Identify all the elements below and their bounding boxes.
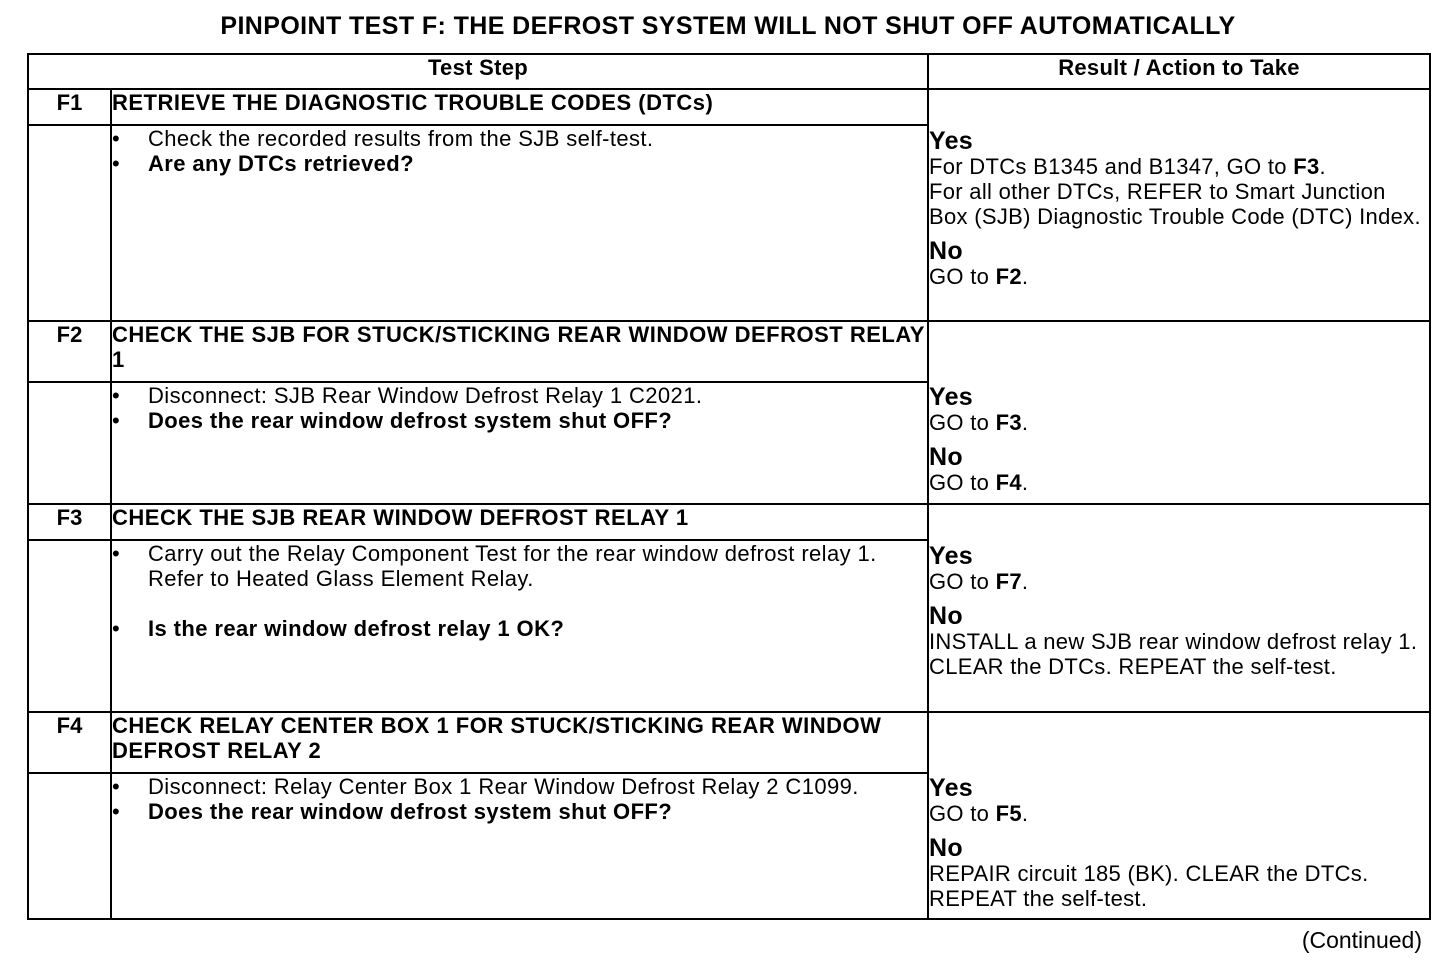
list-item: • Is the rear window defrost relay 1 OK?: [112, 616, 565, 641]
yes-answer: [929, 128, 1429, 229]
yes-action-detail: For all other DTCs, REFER to Smart Junction Box (SJB) Diagnostic Trouble Code (DTC) Index.: [929, 179, 1421, 229]
yes-action: For DTCs B1345 and B1347, GO to F3.: [929, 154, 1326, 179]
no-action: REPAIR circuit 185 (BK). CLEAR the DTCs. REPEAT the self-test.: [929, 861, 1369, 911]
step-title: CHECK THE SJB REAR WINDOW DEFROST RELAY 1: [111, 504, 928, 540]
step-f2-title-row: [28, 321, 1430, 382]
list-item: • Does the rear window defrost system shut OFF?: [112, 408, 673, 433]
step-id: F2: [28, 321, 111, 382]
test-step-header: Test Step: [28, 54, 928, 89]
no-label: No: [929, 443, 963, 471]
yes-label: Yes: [929, 774, 974, 802]
step-f1-title-row: [28, 89, 1430, 125]
yes-action: GO to F7.: [929, 569, 1029, 594]
step-f1-result: [928, 89, 1430, 321]
list-item: • Check the recorded results from the SJB self-test.: [112, 126, 654, 151]
list-item: • Disconnect: Relay Center Box 1 Rear Window Defrost Relay 2 C1099.: [112, 774, 859, 799]
header-row: [28, 54, 1430, 89]
no-action: GO to F2.: [929, 264, 1029, 289]
no-action: GO to F4.: [929, 470, 1029, 495]
step-title: CHECK RELAY CENTER BOX 1 FOR STUCK/STICKING REAR WINDOW DEFROST RELAY 2: [111, 712, 928, 773]
list-item: • Does the rear window defrost system shut OFF?: [112, 799, 673, 824]
step-title: CHECK THE SJB FOR STUCK/STICKING REAR WINDOW DEFROST RELAY 1: [111, 321, 928, 382]
step-f3-result: [928, 504, 1430, 712]
step-f3-title-row: [28, 504, 1430, 540]
step-f4-title-row: [28, 712, 1430, 773]
yes-answer: [929, 384, 1429, 435]
step-f4-result: [928, 712, 1430, 919]
step-body: [111, 382, 928, 504]
step-id: F4: [28, 712, 111, 773]
page-title: PINPOINT TEST F: THE DEFROST SYSTEM WILL NOT SHUT OFF AUTOMATICALLY: [220, 12, 1236, 40]
step-title: RETRIEVE THE DIAGNOSTIC TROUBLE CODES (DTCs): [111, 89, 928, 125]
step-body: [111, 125, 928, 321]
yes-answer: [929, 543, 1429, 594]
yes-action: GO to F5.: [929, 801, 1029, 826]
step-id: F3: [28, 504, 111, 540]
step-body: [111, 540, 928, 712]
no-answer: [929, 238, 1429, 289]
step-body: [111, 773, 928, 919]
no-label: No: [929, 834, 963, 862]
step-id: F1: [28, 89, 111, 125]
no-answer: [929, 835, 1429, 911]
yes-action: GO to F3.: [929, 410, 1029, 435]
no-answer: [929, 603, 1429, 679]
list-item: • Disconnect: SJB Rear Window Defrost Relay 1 C2021.: [112, 383, 703, 408]
list-item: • Are any DTCs retrieved?: [112, 151, 414, 176]
yes-label: Yes: [929, 127, 974, 155]
no-label: No: [929, 237, 963, 265]
yes-label: Yes: [929, 383, 974, 411]
no-label: No: [929, 602, 963, 630]
no-answer: [929, 444, 1429, 495]
yes-label: Yes: [929, 542, 974, 570]
no-action: INSTALL a new SJB rear window defrost relay 1. CLEAR the DTCs. REPEAT the self-test.: [929, 629, 1418, 679]
list-item: • Carry out the Relay Component Test for the rear window defrost relay 1. Refer to Heated Glass Element Relay.: [112, 541, 877, 591]
yes-answer: [929, 775, 1429, 826]
result-header: Result / Action to Take: [928, 54, 1430, 89]
step-f2-result: [928, 321, 1430, 504]
pinpoint-test-table: [27, 53, 1431, 920]
continued-note: (Continued): [1301, 927, 1422, 953]
